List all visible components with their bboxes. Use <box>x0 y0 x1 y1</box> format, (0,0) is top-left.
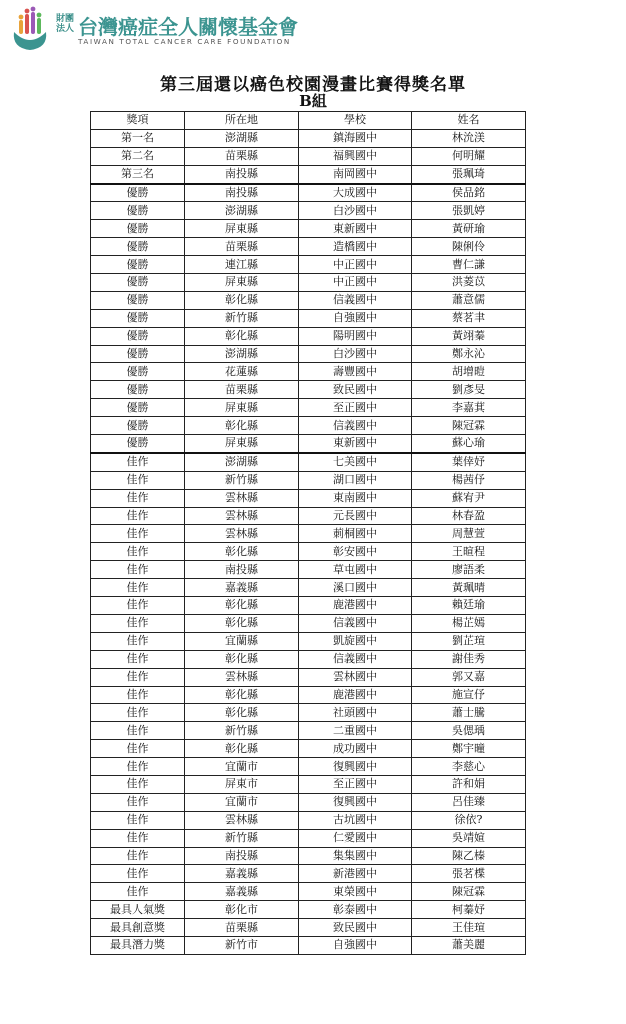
award-cell: 優勝 <box>91 274 185 292</box>
school-cell: 新港國中 <box>299 865 412 883</box>
table-row <box>91 936 526 954</box>
table-row <box>91 901 526 919</box>
table-row <box>91 399 526 417</box>
school-cell: 湖口國中 <box>299 471 412 489</box>
table-row <box>91 847 526 865</box>
name-cell: 張凱婷 <box>412 202 526 220</box>
table-row <box>91 811 526 829</box>
location-cell: 雲林縣 <box>185 811 299 829</box>
table-row <box>91 274 526 292</box>
award-cell: 佳作 <box>91 865 185 883</box>
school-cell: 中正國中 <box>299 274 412 292</box>
location-cell: 雲林縣 <box>185 489 299 507</box>
award-cell: 優勝 <box>91 435 185 453</box>
table-row <box>91 220 526 238</box>
name-cell: 陳俐伶 <box>412 238 526 256</box>
table-row <box>91 363 526 381</box>
school-cell: 鎮海國中 <box>299 129 412 147</box>
table-row <box>91 381 526 399</box>
school-cell: 復興國中 <box>299 793 412 811</box>
award-cell: 優勝 <box>91 202 185 220</box>
location-cell: 屏東縣 <box>185 220 299 238</box>
school-cell: 元長國中 <box>299 507 412 525</box>
table-row <box>91 309 526 327</box>
award-cell: 佳作 <box>91 507 185 525</box>
table-row <box>91 686 526 704</box>
awards-table-body <box>91 129 526 954</box>
location-cell: 雲林縣 <box>185 525 299 543</box>
name-cell: 鄭永沁 <box>412 345 526 363</box>
name-cell: 何明耀 <box>412 147 526 165</box>
school-cell: 東新國中 <box>299 435 412 453</box>
award-cell: 佳作 <box>91 543 185 561</box>
name-cell: 蕭士騰 <box>412 704 526 722</box>
location-cell: 連江縣 <box>185 256 299 274</box>
location-cell: 南投縣 <box>185 184 299 202</box>
name-cell: 黃研瑜 <box>412 220 526 238</box>
name-cell: 鄭宇曈 <box>412 740 526 758</box>
location-cell: 新竹縣 <box>185 829 299 847</box>
table-row <box>91 435 526 453</box>
name-cell: 楊茜伃 <box>412 471 526 489</box>
name-cell: 陳冠霖 <box>412 417 526 435</box>
location-cell: 苗栗縣 <box>185 919 299 937</box>
name-cell: 周慧萱 <box>412 525 526 543</box>
table-row <box>91 919 526 937</box>
school-cell: 自強國中 <box>299 309 412 327</box>
award-cell: 佳作 <box>91 471 185 489</box>
award-cell: 佳作 <box>91 811 185 829</box>
school-cell: 成功國中 <box>299 740 412 758</box>
school-cell: 至正國中 <box>299 775 412 793</box>
award-cell: 佳作 <box>91 829 185 847</box>
location-cell: 南投縣 <box>185 561 299 579</box>
column-header-school: 學校 <box>299 112 412 130</box>
school-cell: 中正國中 <box>299 256 412 274</box>
award-cell: 佳作 <box>91 668 185 686</box>
name-cell: 黃珮晴 <box>412 579 526 597</box>
award-cell: 佳作 <box>91 883 185 901</box>
school-cell: 東新國中 <box>299 220 412 238</box>
table-row <box>91 238 526 256</box>
school-cell: 信義國中 <box>299 614 412 632</box>
table-row <box>91 740 526 758</box>
location-cell: 彰化縣 <box>185 704 299 722</box>
location-cell: 新竹市 <box>185 936 299 954</box>
award-cell: 佳作 <box>91 597 185 615</box>
name-cell: 王暄程 <box>412 543 526 561</box>
name-cell: 蕭美麗 <box>412 936 526 954</box>
org-name-english: TAIWAN TOTAL CANCER CARE FOUNDATION <box>78 37 291 46</box>
location-cell: 嘉義縣 <box>185 883 299 901</box>
award-cell: 佳作 <box>91 614 185 632</box>
school-cell: 復興國中 <box>299 758 412 776</box>
award-cell: 佳作 <box>91 525 185 543</box>
school-cell: 東南國中 <box>299 489 412 507</box>
name-cell: 陳冠霖 <box>412 883 526 901</box>
name-cell: 郭又嘉 <box>412 668 526 686</box>
school-cell: 七美國中 <box>299 453 412 471</box>
name-cell: 廖語柔 <box>412 561 526 579</box>
name-cell: 陳乙榛 <box>412 847 526 865</box>
award-cell: 佳作 <box>91 686 185 704</box>
school-cell: 凱旋國中 <box>299 632 412 650</box>
school-cell: 壽豐國中 <box>299 363 412 381</box>
award-cell: 佳作 <box>91 793 185 811</box>
school-cell: 雲林國中 <box>299 668 412 686</box>
location-cell: 宜蘭市 <box>185 758 299 776</box>
location-cell: 屏東市 <box>185 775 299 793</box>
table-row <box>91 775 526 793</box>
table-row <box>91 883 526 901</box>
school-cell: 莿桐國中 <box>299 525 412 543</box>
school-cell: 古坑國中 <box>299 811 412 829</box>
award-cell: 佳作 <box>91 847 185 865</box>
location-cell: 澎湖縣 <box>185 345 299 363</box>
location-cell: 屏東縣 <box>185 274 299 292</box>
award-cell: 優勝 <box>91 381 185 399</box>
school-cell: 社頭國中 <box>299 704 412 722</box>
table-row <box>91 147 526 165</box>
location-cell: 彰化縣 <box>185 686 299 704</box>
award-cell: 佳作 <box>91 722 185 740</box>
table-row <box>91 489 526 507</box>
award-cell: 優勝 <box>91 309 185 327</box>
location-cell: 新竹縣 <box>185 471 299 489</box>
school-cell: 集集國中 <box>299 847 412 865</box>
name-cell: 柯蓁妤 <box>412 901 526 919</box>
award-cell: 佳作 <box>91 740 185 758</box>
school-cell: 白沙國中 <box>299 202 412 220</box>
school-cell: 南岡國中 <box>299 165 412 183</box>
award-cell: 佳作 <box>91 561 185 579</box>
location-cell: 彰化縣 <box>185 740 299 758</box>
school-cell: 福興國中 <box>299 147 412 165</box>
location-cell: 彰化縣 <box>185 614 299 632</box>
name-cell: 張茗楪 <box>412 865 526 883</box>
award-cell: 最具人氣獎 <box>91 901 185 919</box>
location-cell: 彰化縣 <box>185 543 299 561</box>
name-cell: 劉彥旻 <box>412 381 526 399</box>
name-cell: 吳靖媗 <box>412 829 526 847</box>
table-row <box>91 165 526 183</box>
table-row <box>91 829 526 847</box>
name-cell: 王佳瑄 <box>412 919 526 937</box>
school-cell: 大成國中 <box>299 184 412 202</box>
table-row <box>91 668 526 686</box>
award-cell: 優勝 <box>91 256 185 274</box>
name-cell: 洪菱苡 <box>412 274 526 292</box>
location-cell: 南投縣 <box>185 165 299 183</box>
school-cell: 白沙國中 <box>299 345 412 363</box>
location-cell: 雲林縣 <box>185 668 299 686</box>
name-cell: 李嘉萁 <box>412 399 526 417</box>
location-cell: 彰化縣 <box>185 417 299 435</box>
name-cell: 劉芷瑄 <box>412 632 526 650</box>
award-cell: 最具創意獎 <box>91 919 185 937</box>
table-row <box>91 345 526 363</box>
location-cell: 彰化縣 <box>185 597 299 615</box>
location-cell: 澎湖縣 <box>185 129 299 147</box>
award-cell: 佳作 <box>91 704 185 722</box>
award-cell: 佳作 <box>91 650 185 668</box>
location-cell: 雲林縣 <box>185 507 299 525</box>
name-cell: 謝佳秀 <box>412 650 526 668</box>
school-cell: 信義國中 <box>299 650 412 668</box>
award-cell: 佳作 <box>91 453 185 471</box>
location-cell: 屏東縣 <box>185 435 299 453</box>
location-cell: 苗栗縣 <box>185 238 299 256</box>
name-cell: 許和娟 <box>412 775 526 793</box>
name-cell: 吳偲瑀 <box>412 722 526 740</box>
award-cell: 優勝 <box>91 184 185 202</box>
table-header-row <box>91 112 526 130</box>
name-cell: 胡增暟 <box>412 363 526 381</box>
school-cell: 彰泰國中 <box>299 901 412 919</box>
location-cell: 苗栗縣 <box>185 147 299 165</box>
awards-table <box>90 111 526 955</box>
school-cell: 東榮國中 <box>299 883 412 901</box>
name-cell: 徐依? <box>412 811 526 829</box>
school-cell: 至正國中 <box>299 399 412 417</box>
school-cell: 自強國中 <box>299 936 412 954</box>
location-cell: 澎湖縣 <box>185 453 299 471</box>
location-cell: 南投縣 <box>185 847 299 865</box>
award-cell: 佳作 <box>91 775 185 793</box>
school-cell: 鹿港國中 <box>299 597 412 615</box>
name-cell: 呂佳臻 <box>412 793 526 811</box>
table-row <box>91 579 526 597</box>
table-row <box>91 184 526 202</box>
name-cell: 林春盈 <box>412 507 526 525</box>
table-row <box>91 202 526 220</box>
location-cell: 花蓮縣 <box>185 363 299 381</box>
name-cell: 侯品銘 <box>412 184 526 202</box>
location-cell: 新竹縣 <box>185 722 299 740</box>
award-cell: 佳作 <box>91 489 185 507</box>
column-header-award: 獎項 <box>91 112 185 130</box>
school-cell: 致民國中 <box>299 381 412 399</box>
location-cell: 彰化縣 <box>185 291 299 309</box>
group-label: B組 <box>299 92 327 110</box>
table-row <box>91 543 526 561</box>
location-cell: 屏東縣 <box>185 399 299 417</box>
foundation-logo <box>8 6 298 52</box>
name-cell: 蘇宥尹 <box>412 489 526 507</box>
location-cell: 宜蘭市 <box>185 793 299 811</box>
award-cell: 佳作 <box>91 579 185 597</box>
page-title: 第三屆還以癌色校園漫畫比賽得獎名單 <box>160 75 466 95</box>
award-cell: 優勝 <box>91 363 185 381</box>
award-cell: 第三名 <box>91 165 185 183</box>
location-cell: 彰化縣 <box>185 650 299 668</box>
award-cell: 優勝 <box>91 417 185 435</box>
table-row <box>91 650 526 668</box>
school-cell: 致民國中 <box>299 919 412 937</box>
school-cell: 造橋國中 <box>299 238 412 256</box>
school-cell: 信義國中 <box>299 291 412 309</box>
table-row <box>91 507 526 525</box>
table-row <box>91 704 526 722</box>
location-cell: 嘉義縣 <box>185 579 299 597</box>
table-row <box>91 632 526 650</box>
column-header-name: 姓名 <box>412 112 526 130</box>
table-row <box>91 793 526 811</box>
school-cell: 鹿港國中 <box>299 686 412 704</box>
award-cell: 佳作 <box>91 632 185 650</box>
award-cell: 優勝 <box>91 327 185 345</box>
school-cell: 信義國中 <box>299 417 412 435</box>
name-cell: 賴廷瑜 <box>412 597 526 615</box>
table-row <box>91 256 526 274</box>
name-cell: 林沇渼 <box>412 129 526 147</box>
award-cell: 優勝 <box>91 345 185 363</box>
location-cell: 彰化縣 <box>185 327 299 345</box>
award-cell: 最具潛力獎 <box>91 936 185 954</box>
location-cell: 宜蘭縣 <box>185 632 299 650</box>
school-cell: 陽明國中 <box>299 327 412 345</box>
award-cell: 優勝 <box>91 291 185 309</box>
name-cell: 李慈心 <box>412 758 526 776</box>
table-row <box>91 865 526 883</box>
table-row <box>91 471 526 489</box>
name-cell: 蕭意儒 <box>412 291 526 309</box>
award-cell: 優勝 <box>91 220 185 238</box>
org-prefix: 財團法人 <box>56 14 75 34</box>
award-cell: 優勝 <box>91 238 185 256</box>
location-cell: 彰化市 <box>185 901 299 919</box>
school-cell: 草屯國中 <box>299 561 412 579</box>
school-cell: 彰安國中 <box>299 543 412 561</box>
school-cell: 仁愛國中 <box>299 829 412 847</box>
location-cell: 新竹縣 <box>185 309 299 327</box>
name-cell: 張珮琦 <box>412 165 526 183</box>
table-row <box>91 614 526 632</box>
award-cell: 佳作 <box>91 758 185 776</box>
table-row <box>91 291 526 309</box>
school-cell: 溪口國中 <box>299 579 412 597</box>
org-name: 台灣癌症全人關懷基金會 <box>78 15 298 39</box>
award-cell: 優勝 <box>91 399 185 417</box>
name-cell: 蘇心瑜 <box>412 435 526 453</box>
location-cell: 澎湖縣 <box>185 202 299 220</box>
foundation-logo-icon <box>8 6 52 52</box>
name-cell: 曹仁謙 <box>412 256 526 274</box>
table-row <box>91 453 526 471</box>
table-row <box>91 129 526 147</box>
name-cell: 蔡茗聿 <box>412 309 526 327</box>
award-cell: 第二名 <box>91 147 185 165</box>
name-cell: 施宣伃 <box>412 686 526 704</box>
name-cell: 葉倖妤 <box>412 453 526 471</box>
name-cell: 黃翊蓁 <box>412 327 526 345</box>
name-cell: 楊芷嫣 <box>412 614 526 632</box>
school-cell: 二重國中 <box>299 722 412 740</box>
column-header-location: 所在地 <box>185 112 299 130</box>
location-cell: 嘉義縣 <box>185 865 299 883</box>
location-cell: 苗栗縣 <box>185 381 299 399</box>
award-cell: 第一名 <box>91 129 185 147</box>
table-row <box>91 327 526 345</box>
table-row <box>91 525 526 543</box>
table-row <box>91 758 526 776</box>
table-row <box>91 722 526 740</box>
table-row <box>91 597 526 615</box>
table-row <box>91 561 526 579</box>
table-row <box>91 417 526 435</box>
